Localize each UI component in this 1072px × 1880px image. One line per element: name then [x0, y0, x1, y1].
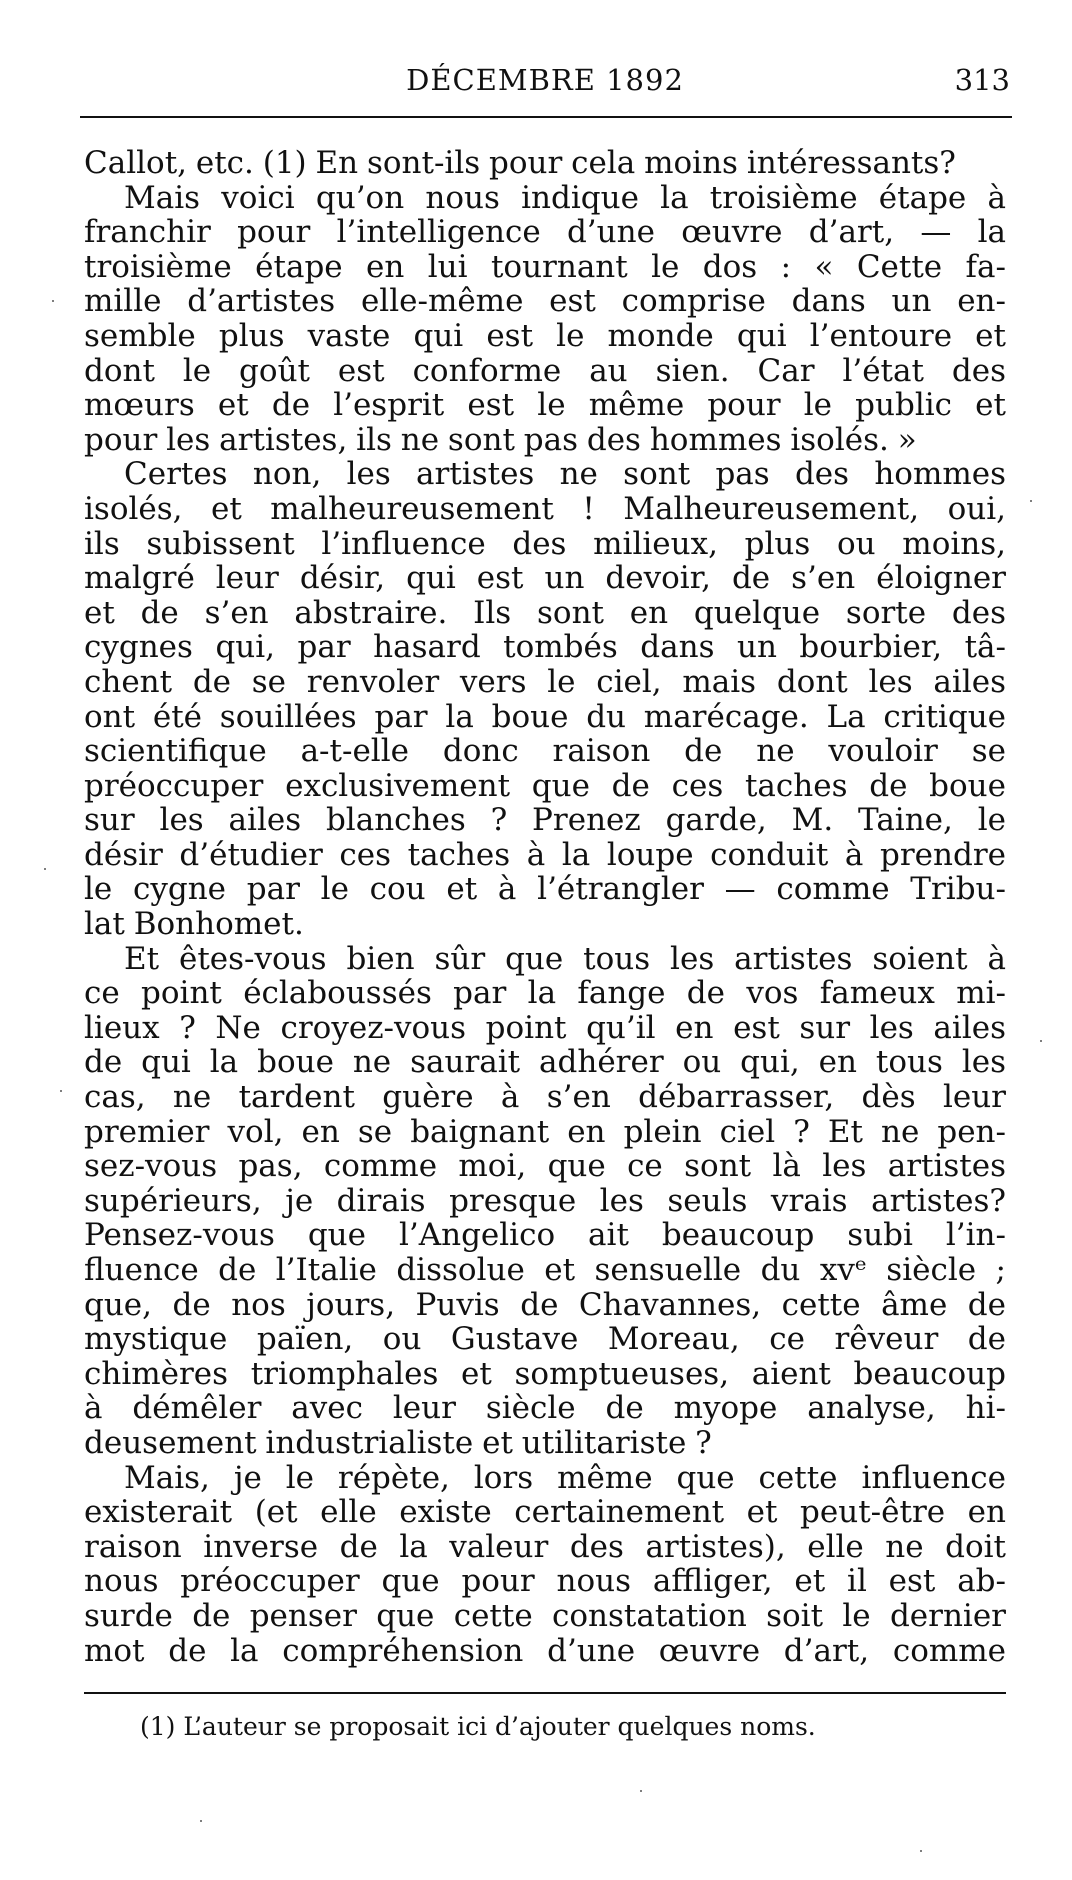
text-line: Mais, je le répète, lors même que cette influence	[124, 1459, 1006, 1496]
footnote: (1) L’auteur se proposait ici d’ajouter quelques noms.	[140, 1712, 816, 1741]
text-line: mille d’artistes elle-même est comprise dans un en-	[84, 283, 1006, 320]
header-rule	[80, 116, 1012, 118]
text-line: Et êtes-vous bien sûr que tous les artistes soient à	[124, 940, 1006, 977]
text-line: Certes non, les artistes ne sont pas des hommes	[124, 456, 1006, 493]
text-line: malgré leur désir, qui est un devoir, de s’en éloigner	[84, 560, 1006, 597]
text-line: ils subissent l’influence des milieux, plus ou moins,	[84, 525, 1006, 562]
text-line: deusement industrialiste et utilitariste ?	[84, 1424, 712, 1461]
text-line: à démêler avec leur siècle de myope analyse, hi-	[84, 1390, 1006, 1427]
text-line: scientifique a-t-elle donc raison de ne vouloir se	[84, 733, 1006, 770]
text-line: mœurs et de l’esprit est le même pour le public et	[84, 387, 1006, 424]
text-line: isolés, et malheureusement ! Malheureusement, oui,	[84, 490, 1006, 527]
text-line: sur les ailes blanches ? Prenez garde, M. Taine, le	[84, 802, 1006, 839]
text-line: dont le goût est conforme au sien. Car l’état des	[84, 352, 1006, 389]
text-line: mystique païen, ou Gustave Moreau, ce rêveur de	[84, 1321, 1006, 1358]
text-line: sez-vous pas, comme moi, que ce sont là les artistes	[84, 1148, 1006, 1185]
text-line: existerait (et elle existe certainement et peut-être en	[84, 1494, 1006, 1531]
text-line: cygnes qui, par hasard tombés dans un bourbier, tâ-	[84, 629, 1006, 666]
scan-speck	[44, 868, 46, 870]
scan-speck	[640, 1790, 642, 1792]
scan-speck	[1040, 1040, 1042, 1042]
text-line: préoccuper exclusivement que de ces taches de boue	[84, 767, 1006, 804]
scan-speck	[1030, 500, 1032, 502]
text-line: ce point éclaboussés par la fange de vos fameux mi-	[84, 975, 1006, 1012]
scan-speck	[52, 300, 54, 302]
text-line: désir d’étudier ces taches à la loupe conduit à prendre	[84, 836, 1006, 873]
text-line: le cygne par le cou et à l’étrangler — comme Tribu-	[84, 871, 1006, 908]
text-line: surde de penser que cette constatation soit le dernier	[84, 1597, 1006, 1634]
text-line: Callot, etc. (1) En sont-ils pour cela moins intéressants?	[84, 145, 956, 181]
text-line: et de s’en abstraire. Ils sont en quelque sorte des	[84, 594, 1006, 631]
text-line: mot de la compréhension d’une œuvre d’art, comme	[84, 1632, 1006, 1669]
page-number: 313	[954, 63, 1010, 97]
text-line: troisième étape en lui tournant le dos : « Cette fa-	[84, 248, 1006, 285]
running-title: DÉCEMBRE 1892	[406, 63, 684, 97]
footnote-rule	[84, 1692, 1006, 1694]
text-line: chent de se renvoler vers le ciel, mais dont les ailes	[84, 663, 1006, 700]
body-text	[84, 146, 1006, 1668]
text-line: lieux ? Ne croyez-vous point qu’il en est sur les ailes	[84, 1009, 1006, 1046]
running-head	[80, 60, 1010, 100]
scan-speck	[920, 1850, 922, 1852]
text-line: supérieurs, je dirais presque les seuls vrais artistes?	[84, 1182, 1006, 1219]
text-line: que, de nos jours, Puvis de Chavannes, cette âme de	[84, 1286, 1006, 1323]
text-line: cas, ne tardent guère à s’en débarrasser, dès leur	[84, 1079, 1006, 1116]
text-line: lat Bonhomet.	[84, 906, 304, 943]
text-line: raison inverse de la valeur des artistes), elle ne doit	[84, 1528, 1006, 1565]
text-line: de qui la boue ne saurait adhérer ou qui, en tous les	[84, 1044, 1006, 1081]
scan-speck	[60, 1090, 62, 1092]
scan-speck	[200, 1820, 202, 1822]
text-line: franchir pour l’intelligence d’une œuvre d’art, — la	[84, 214, 1006, 251]
text-line: pour les artistes, ils ne sont pas des hommes isolés. »	[84, 421, 917, 458]
text-line: nous préoccuper que pour nous affliger, et il est ab-	[84, 1563, 1006, 1600]
text-line: Mais voici qu’on nous indique la troisième étape à	[124, 179, 1006, 216]
text-line: semble plus vaste qui est le monde qui l’entoure et	[84, 317, 1006, 354]
text-line: chimères triomphales et somptueuses, aient beaucoup	[84, 1355, 1006, 1392]
text-line: fluence de l’Italie dissolue et sensuelle du xvᵉ siècle ;	[84, 1252, 1006, 1288]
text-line: premier vol, en se baignant en plein ciel ? Et ne pen-	[84, 1113, 1006, 1150]
text-line: Pensez-vous que l’Angelico ait beaucoup subi l’in-	[84, 1217, 1006, 1254]
text-line: ont été souillées par la boue du marécage. La critique	[84, 698, 1006, 735]
